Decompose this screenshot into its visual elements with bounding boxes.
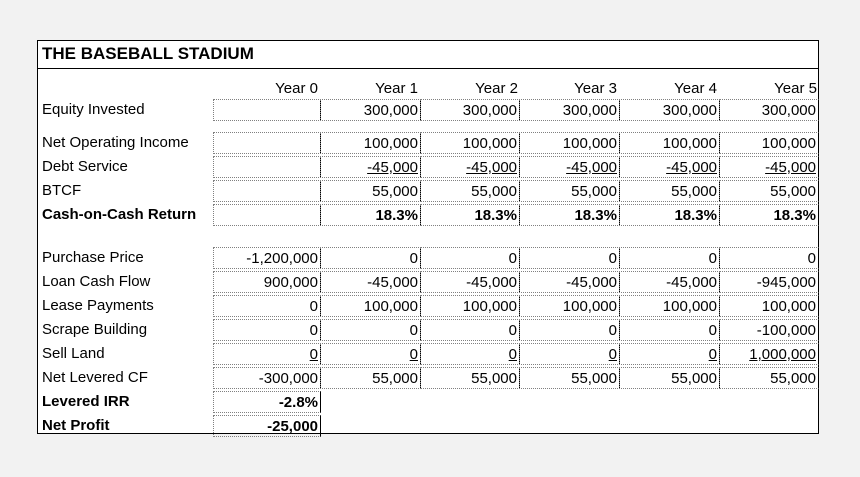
row-label: Purchase Price bbox=[42, 249, 144, 266]
table-row bbox=[38, 204, 818, 226]
table-row bbox=[38, 367, 818, 389]
table-cell[interactable]: 55,000 bbox=[420, 367, 520, 389]
table-cell[interactable]: -45,000 bbox=[320, 156, 421, 178]
table-cell[interactable]: 100,000 bbox=[320, 295, 421, 317]
table-cell[interactable] bbox=[213, 180, 321, 202]
table-cell[interactable]: -100,000 bbox=[719, 319, 819, 341]
table-cell[interactable]: 0 bbox=[519, 319, 620, 341]
table-cell[interactable] bbox=[213, 156, 321, 178]
table-row bbox=[38, 132, 818, 154]
table-cell[interactable]: 300,000 bbox=[619, 99, 720, 121]
table-cell[interactable]: 900,000 bbox=[213, 271, 321, 293]
table-cell[interactable]: 100,000 bbox=[519, 132, 620, 154]
table-row bbox=[38, 319, 818, 341]
column-header-2: Year 2 bbox=[475, 80, 518, 97]
table-cell[interactable]: 55,000 bbox=[519, 180, 620, 202]
table-cell[interactable]: 18.3% bbox=[719, 204, 819, 226]
table-cell[interactable]: -25,000 bbox=[213, 415, 321, 437]
row-label: Scrape Building bbox=[42, 321, 148, 338]
table-cell[interactable]: 100,000 bbox=[719, 295, 819, 317]
table-cell[interactable]: 0 bbox=[420, 319, 520, 341]
table-cell[interactable]: 0 bbox=[213, 295, 321, 317]
table-cell[interactable]: 0 bbox=[619, 343, 720, 365]
table-cell[interactable]: 18.3% bbox=[320, 204, 421, 226]
row-label: Net Profit bbox=[42, 417, 110, 434]
table-cell[interactable]: 18.3% bbox=[619, 204, 720, 226]
row-label: Net Levered CF bbox=[42, 369, 148, 386]
table-row bbox=[38, 295, 818, 317]
row-label: Sell Land bbox=[42, 345, 105, 362]
table-cell[interactable]: 0 bbox=[320, 247, 421, 269]
table-cell[interactable] bbox=[213, 132, 321, 154]
table-cell[interactable]: 55,000 bbox=[320, 180, 421, 202]
table-row bbox=[38, 156, 818, 178]
table-cell[interactable]: -45,000 bbox=[420, 271, 520, 293]
title-divider bbox=[38, 68, 818, 69]
table-cell[interactable]: 100,000 bbox=[719, 132, 819, 154]
table-cell[interactable]: 300,000 bbox=[519, 99, 620, 121]
table-cell[interactable]: 0 bbox=[320, 319, 421, 341]
column-header-1: Year 1 bbox=[375, 80, 418, 97]
table-row bbox=[38, 180, 818, 202]
table-cell[interactable]: 1,000,000 bbox=[719, 343, 819, 365]
table-cell[interactable]: -45,000 bbox=[320, 271, 421, 293]
table-cell[interactable]: 300,000 bbox=[420, 99, 520, 121]
spreadsheet bbox=[37, 40, 819, 434]
table-cell[interactable]: 55,000 bbox=[519, 367, 620, 389]
table-cell[interactable]: -45,000 bbox=[619, 271, 720, 293]
table-cell[interactable]: 100,000 bbox=[519, 295, 620, 317]
table-cell[interactable]: 55,000 bbox=[320, 367, 421, 389]
table-row bbox=[38, 343, 818, 365]
table-cell[interactable]: 0 bbox=[320, 343, 421, 365]
table-cell[interactable]: -45,000 bbox=[519, 271, 620, 293]
table-cell[interactable]: 0 bbox=[519, 343, 620, 365]
table-cell[interactable]: 55,000 bbox=[619, 367, 720, 389]
table-cell[interactable]: 18.3% bbox=[519, 204, 620, 226]
column-header-0: Year 0 bbox=[275, 80, 318, 97]
row-label: BTCF bbox=[42, 182, 82, 199]
table-row bbox=[38, 391, 818, 413]
column-header-4: Year 4 bbox=[674, 80, 717, 97]
sheet-title: THE BASEBALL STADIUM bbox=[42, 44, 254, 63]
row-label: Cash-on-Cash Return bbox=[42, 206, 197, 223]
table-cell[interactable]: 0 bbox=[719, 247, 819, 269]
table-cell[interactable]: 100,000 bbox=[420, 132, 520, 154]
table-cell[interactable]: 0 bbox=[213, 319, 321, 341]
table-cell[interactable]: -2.8% bbox=[213, 391, 321, 413]
table-cell[interactable]: 18.3% bbox=[420, 204, 520, 226]
row-label: Equity Invested bbox=[42, 101, 145, 118]
row-label: Net Operating Income bbox=[42, 134, 189, 151]
table-cell[interactable]: 300,000 bbox=[719, 99, 819, 121]
table-cell[interactable] bbox=[213, 204, 321, 226]
table-cell[interactable] bbox=[213, 99, 321, 121]
column-header-3: Year 3 bbox=[574, 80, 617, 97]
table-cell[interactable]: 0 bbox=[420, 343, 520, 365]
table-cell[interactable]: 100,000 bbox=[420, 295, 520, 317]
table-cell[interactable]: 100,000 bbox=[320, 132, 421, 154]
table-row bbox=[38, 99, 818, 121]
table-cell[interactable]: -45,000 bbox=[420, 156, 520, 178]
column-header-5: Year 5 bbox=[774, 80, 817, 97]
table-cell[interactable]: 0 bbox=[420, 247, 520, 269]
table-cell[interactable]: -45,000 bbox=[519, 156, 620, 178]
table-cell[interactable]: -945,000 bbox=[719, 271, 819, 293]
table-cell[interactable]: -45,000 bbox=[719, 156, 819, 178]
row-label: Levered IRR bbox=[42, 393, 130, 410]
table-cell[interactable]: 55,000 bbox=[719, 367, 819, 389]
table-cell[interactable]: 100,000 bbox=[619, 132, 720, 154]
table-cell[interactable]: -1,200,000 bbox=[213, 247, 321, 269]
row-label: Lease Payments bbox=[42, 297, 154, 314]
table-row bbox=[38, 415, 818, 437]
table-row bbox=[38, 247, 818, 269]
table-cell[interactable]: -300,000 bbox=[213, 367, 321, 389]
table-cell[interactable]: 0 bbox=[519, 247, 620, 269]
table-row bbox=[38, 271, 818, 293]
table-cell[interactable]: 0 bbox=[213, 343, 321, 365]
table-cell[interactable]: 0 bbox=[619, 319, 720, 341]
row-label: Debt Service bbox=[42, 158, 128, 175]
row-label: Loan Cash Flow bbox=[42, 273, 151, 290]
table-cell[interactable]: 0 bbox=[619, 247, 720, 269]
table-cell[interactable]: 55,000 bbox=[619, 180, 720, 202]
table-cell[interactable]: 55,000 bbox=[719, 180, 819, 202]
table-cell[interactable]: 100,000 bbox=[619, 295, 720, 317]
table-cell[interactable]: -45,000 bbox=[619, 156, 720, 178]
table-cell[interactable]: 300,000 bbox=[320, 99, 421, 121]
table-cell[interactable]: 55,000 bbox=[420, 180, 520, 202]
